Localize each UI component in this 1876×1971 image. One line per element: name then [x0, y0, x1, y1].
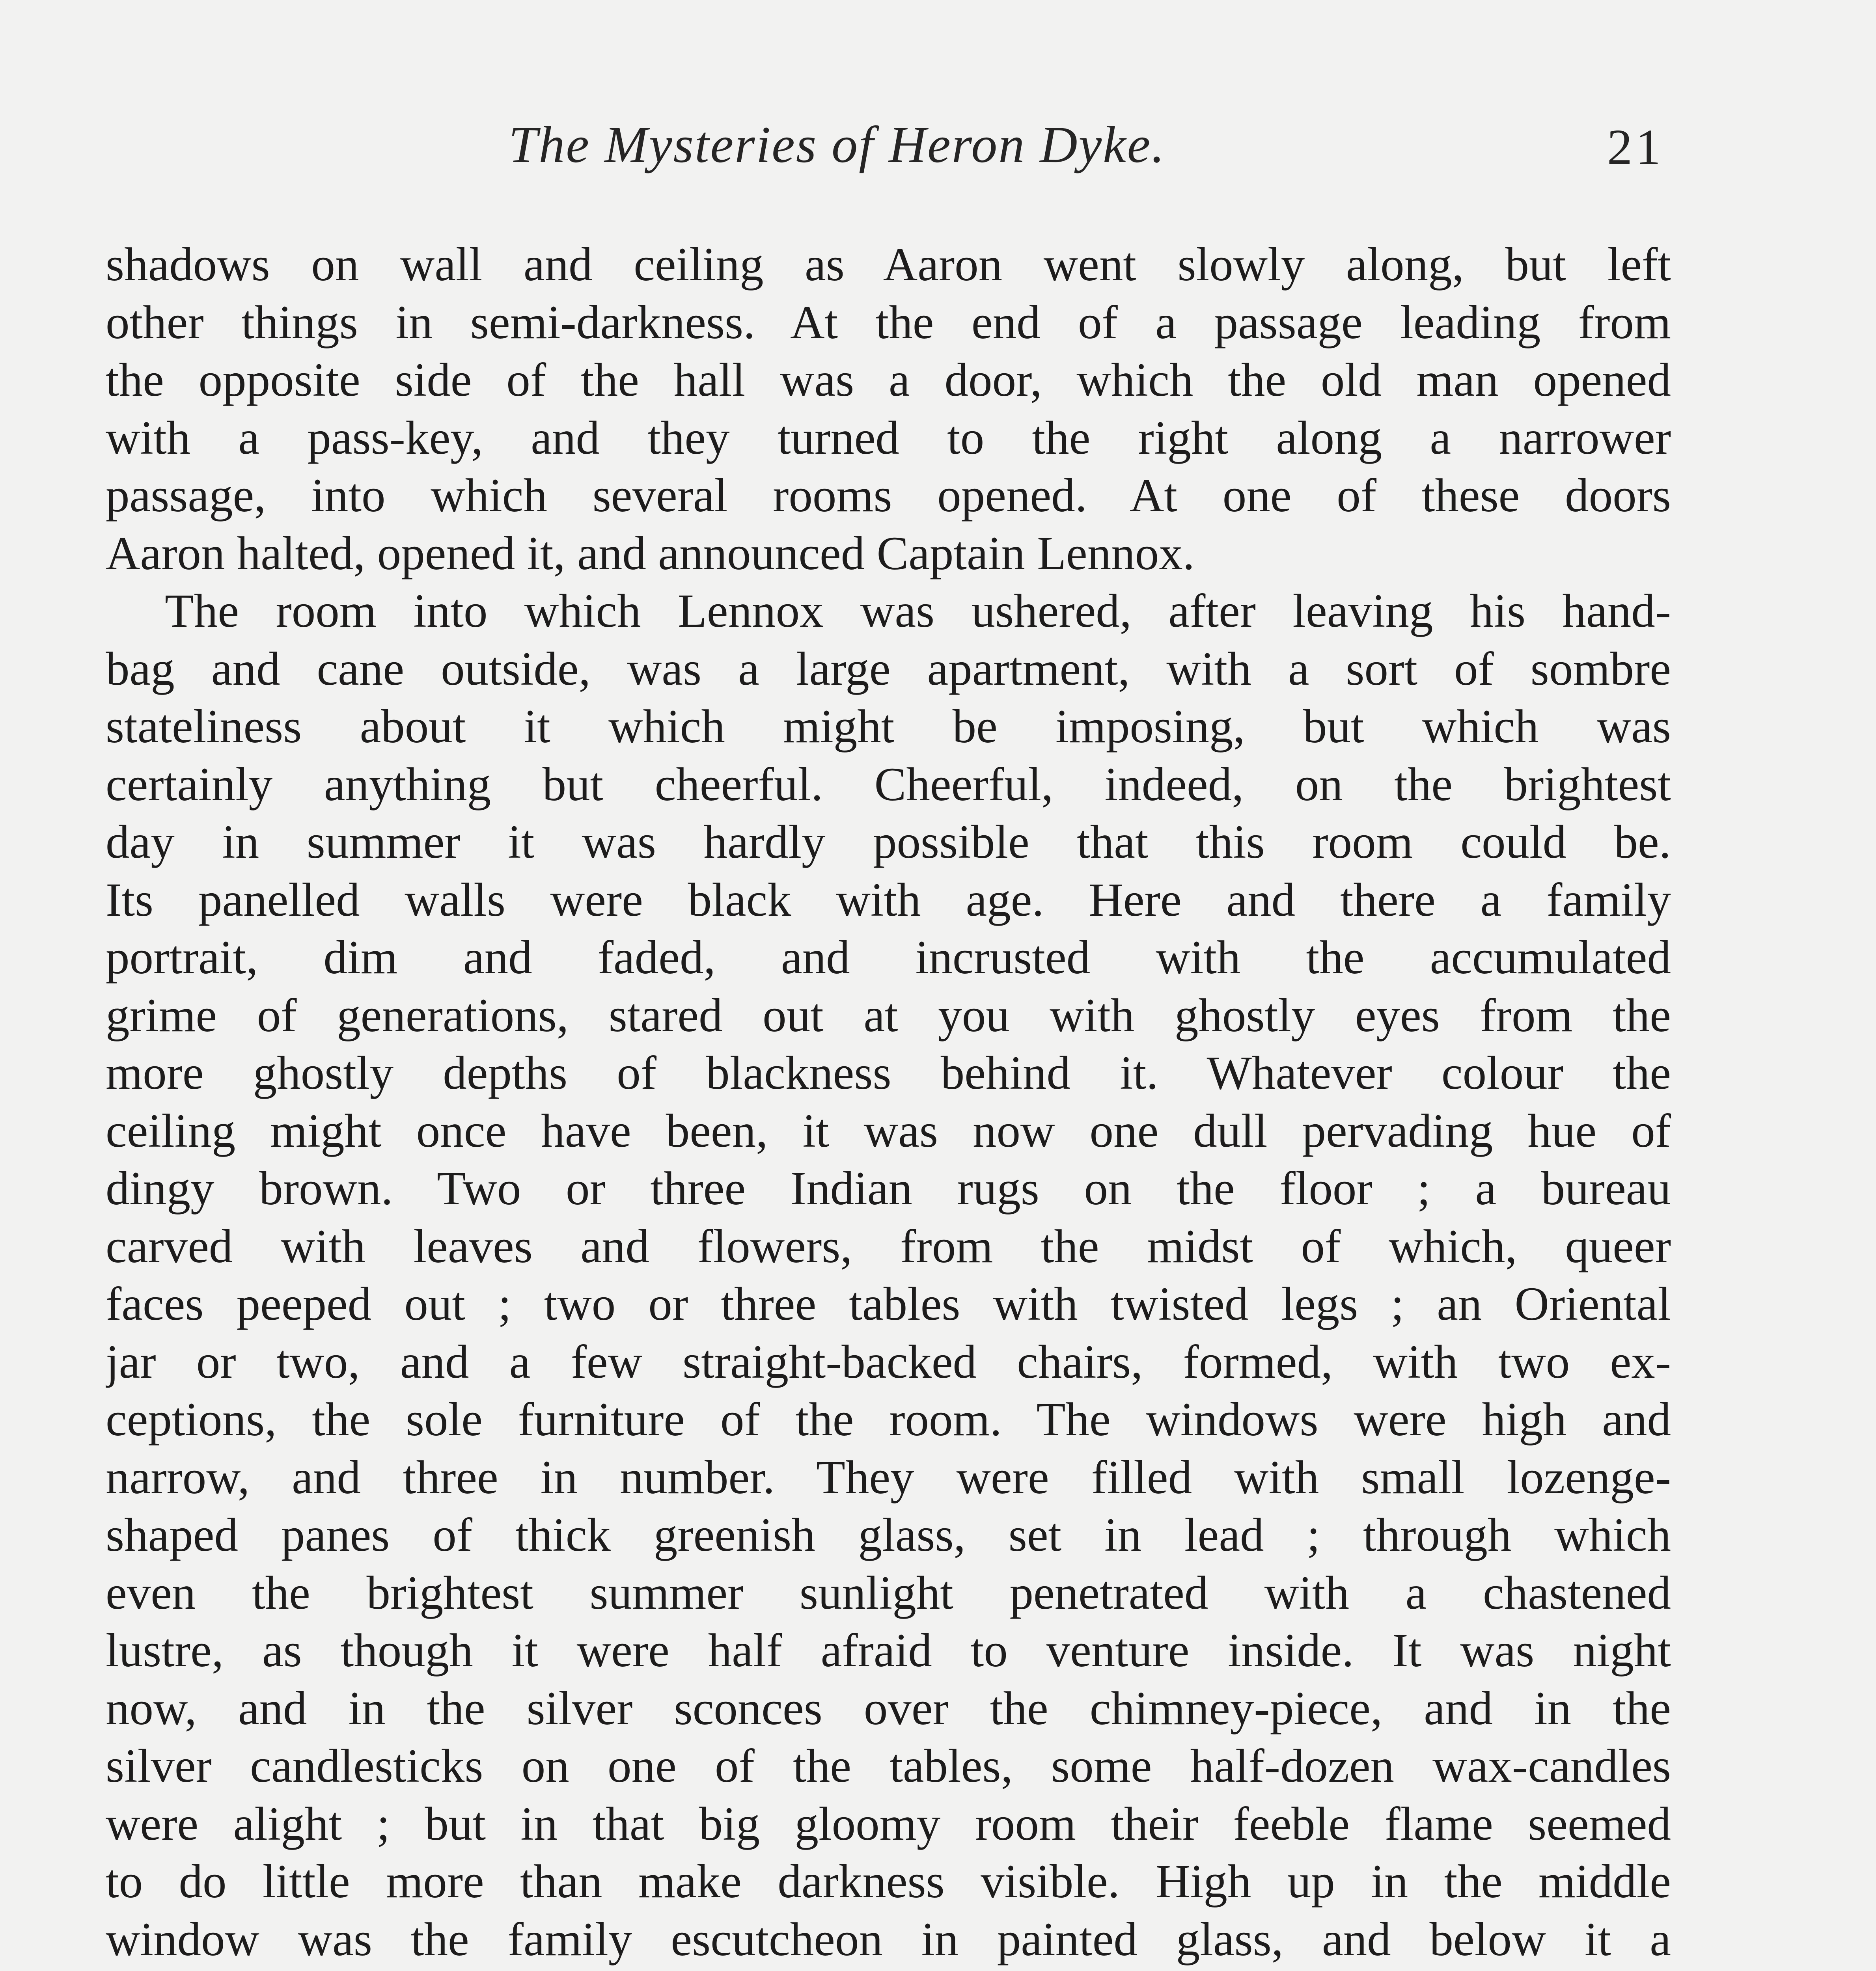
text-line: day in summer it was hardly possible that this room could be.: [106, 816, 1671, 868]
text-line: jar or two, and a few straight-backed chairs, formed, with two ex-: [106, 1335, 1671, 1388]
text-line: shadows on wall and ceiling as Aaron went slowly along, but left: [106, 238, 1671, 291]
page-number: 21: [1607, 119, 1664, 175]
paragraph: [106, 236, 1671, 582]
text-line: The room into which Lennox was ushered, after leaving his hand-: [165, 585, 1671, 637]
text-line: even the brightest summer sunlight penetrated with a chastened: [106, 1566, 1671, 1619]
text-line: Aaron halted, opened it, and announced Captain Lennox.: [106, 527, 1195, 580]
text-line: the opposite side of the hall was a door, which the old man opened: [106, 354, 1671, 406]
text-line: shaped panes of thick greenish glass, set in lead ; through which: [106, 1509, 1671, 1561]
text-line: window was the family escutcheon in painted glass, and below it a: [106, 1913, 1671, 1966]
text-line: lustre, as though it were half afraid to venture inside. It was night: [106, 1624, 1671, 1677]
text-line: [106, 1968, 1671, 1971]
text-line: were alight ; but in that big gloomy room their feeble flame seemed: [106, 1797, 1671, 1850]
text-line: more ghostly depths of blackness behind it. Whatever colour the: [106, 1047, 1671, 1099]
text-line: ceptions, the sole furniture of the room. The windows were high and: [106, 1393, 1671, 1446]
text-line: ceiling might once have been, it was now one dull pervading hue of: [106, 1104, 1671, 1157]
text-line: carved with leaves and flowers, from the midst of which, queer: [106, 1220, 1671, 1273]
text-line: Its panelled walls were black with age. Here and there a family: [106, 873, 1671, 926]
text-line: faces peeped out ; two or three tables with twisted legs ; an Oriental: [106, 1278, 1671, 1330]
text-line: stateliness about it which might be imposing, but which was: [106, 700, 1671, 753]
text-line: certainly anything but cheerful. Cheerful, indeed, on the brightest: [106, 758, 1671, 811]
text-line: other things in semi-darkness. At the end of a passage leading from: [106, 296, 1671, 349]
body-text: [106, 236, 1671, 1971]
text-line: passage, into which several rooms opened. At one of these doors: [106, 469, 1671, 522]
text-line: dingy brown. Two or three Indian rugs on the floor ; a bureau: [106, 1162, 1671, 1215]
text-line: now, and in the silver sconces over the chimney-piece, and in the: [106, 1682, 1671, 1735]
text-line: with a pass-key, and they turned to the right along a narrower: [106, 411, 1671, 464]
paragraph: [106, 582, 1671, 1971]
text-line: grime of generations, stared out at you with ghostly eyes from the: [106, 989, 1671, 1042]
text-line: bag and cane outside, was a large apartment, with a sort of sombre: [106, 642, 1671, 695]
running-title: The Mysteries of Heron Dyke.: [509, 116, 1166, 173]
text-line: silver candlesticks on one of the tables, some half-dozen wax-candles: [106, 1740, 1671, 1792]
page-header: [106, 114, 1664, 181]
text-line: to do little more than make darkness visible. High up in the middle: [106, 1855, 1671, 1908]
text-line: portrait, dim and faded, and incrusted with the accumulated: [106, 931, 1671, 984]
text-line: narrow, and three in number. They were filled with small lozenge-: [106, 1451, 1671, 1504]
